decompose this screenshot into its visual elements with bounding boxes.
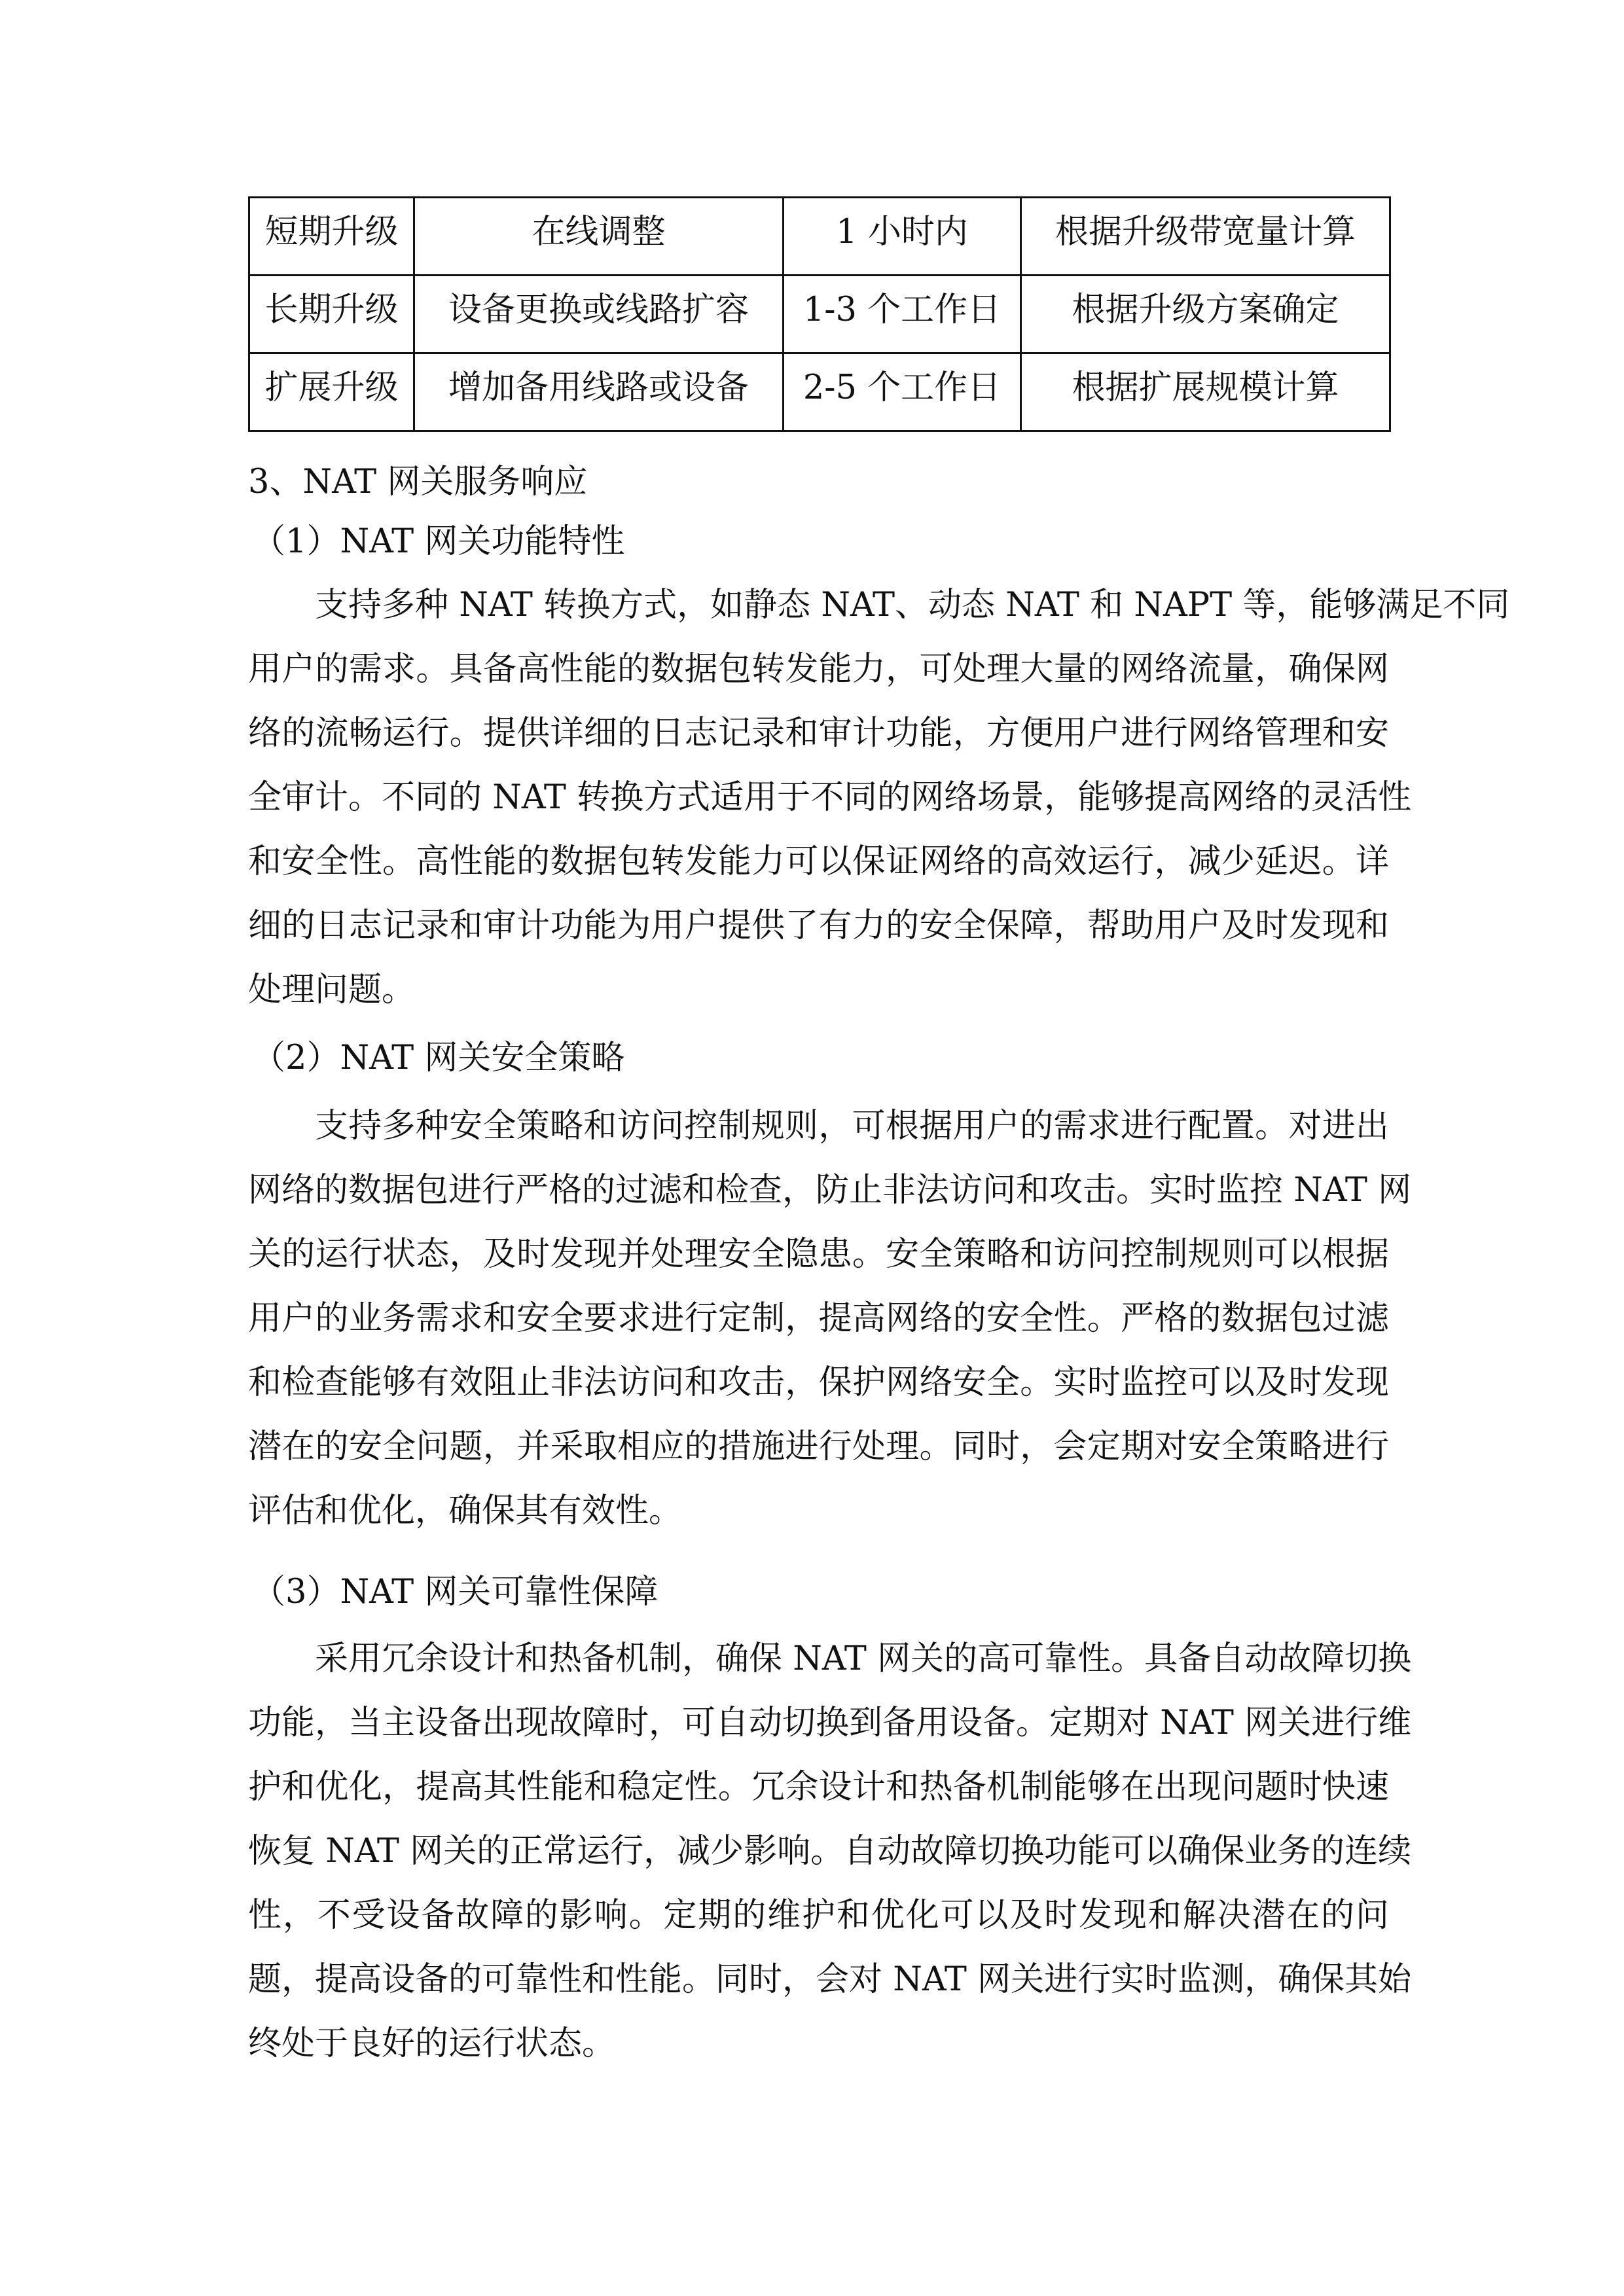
table-cell: 增加备用线路或设备 bbox=[414, 353, 784, 431]
table-cell: 根据扩展规模计算 bbox=[1021, 353, 1390, 431]
paragraph-line: 潜在的安全问题，并采取相应的措施进行处理。同时，会定期对安全策略进行 bbox=[248, 1427, 1389, 1466]
table-row bbox=[249, 276, 1390, 353]
table-cell: 长期升级 bbox=[249, 276, 414, 353]
paragraph-line: 络的流畅运行。提供详细的日志记录和审计功能，方便用户进行网络管理和安 bbox=[248, 714, 1389, 753]
paragraph-line: 全审计。不同的 NAT 转换方式适用于不同的网络场景，能够提高网络的灵活性 bbox=[248, 778, 1412, 817]
paragraph-line: 评估和优化，确保其有效性。 bbox=[248, 1492, 683, 1530]
paragraph-line: 细的日志记录和审计功能为用户提供了有力的安全保障，帮助用户及时发现和 bbox=[248, 906, 1389, 945]
paragraph-line: 用户的需求。具备高性能的数据包转发能力，可处理大量的网络流量，确保网 bbox=[248, 650, 1389, 689]
table-cell: 根据升级带宽量计算 bbox=[1021, 198, 1390, 276]
upgrade-table bbox=[248, 196, 1391, 432]
table-row bbox=[249, 353, 1390, 431]
paragraph-line: 和安全性。高性能的数据包转发能力可以保证网络的高效运行，减少延迟。详 bbox=[248, 842, 1389, 881]
table-cell: 在线调整 bbox=[414, 198, 784, 276]
section-title: 3、NAT 网关服务响应 bbox=[248, 463, 588, 501]
paragraph-line: 护和优化，提高其性能和稳定性。冗余设计和热备机制能够在出现问题时快速 bbox=[248, 1768, 1389, 1806]
table-row bbox=[249, 198, 1390, 276]
paragraph-line: 采用冗余设计和热备机制，确保 NAT 网关的高可靠性。具备自动故障切换 bbox=[315, 1640, 1412, 1678]
table-cell: 根据升级方案确定 bbox=[1021, 276, 1390, 353]
paragraph-line: 和检查能够有效阻止非法访问和攻击，保护网络安全。实时监控可以及时发现 bbox=[248, 1363, 1389, 1402]
table-cell: 2-5 个工作日 bbox=[784, 353, 1021, 431]
subsection-heading: （1）NAT 网关功能特性 bbox=[252, 522, 625, 561]
paragraph-line: 网络的数据包进行严格的过滤和检查，防止非法访问和攻击。实时监控 NAT 网 bbox=[248, 1171, 1412, 1210]
table-cell: 扩展升级 bbox=[249, 353, 414, 431]
paragraph-reliability bbox=[248, 1627, 1412, 2076]
paragraph-line: 支持多种安全策略和访问控制规则，可根据用户的需求进行配置。对进出 bbox=[315, 1107, 1389, 1145]
table-cell: 1 小时内 bbox=[784, 198, 1021, 276]
paragraph-line: 关的运行状态，及时发现并处理安全隐患。安全策略和访问控制规则可以根据 bbox=[248, 1235, 1389, 1274]
paragraph-security-policy bbox=[248, 1094, 1412, 1543]
paragraph-line: 性，不受设备故障的影响。定期的维护和优化可以及时发现和解决潜在的问 bbox=[248, 1896, 1389, 1935]
table-cell: 1-3 个工作日 bbox=[784, 276, 1021, 353]
subsection-heading: （3）NAT 网关可靠性保障 bbox=[252, 1573, 659, 1611]
table-cell: 设备更换或线路扩容 bbox=[414, 276, 784, 353]
table-cell: 短期升级 bbox=[249, 198, 414, 276]
paragraph-line: 用户的业务需求和安全要求进行定制，提高网络的安全性。严格的数据包过滤 bbox=[248, 1299, 1389, 1338]
paragraph-line: 终处于良好的运行状态。 bbox=[248, 2024, 616, 2063]
paragraph-line: 支持多种 NAT 转换方式，如静态 NAT、动态 NAT 和 NAPT 等，能够满足不同 bbox=[315, 586, 1510, 624]
paragraph-line: 恢复 NAT 网关的正常运行，减少影响。自动故障切换功能可以确保业务的连续 bbox=[248, 1832, 1412, 1871]
paragraph-line: 题，提高设备的可靠性和性能。同时，会对 NAT 网关进行实时监测，确保其始 bbox=[248, 1960, 1412, 1999]
paragraph-function-features bbox=[248, 573, 1510, 1022]
paragraph-line: 功能，当主设备出现故障时，可自动切换到备用设备。定期对 NAT 网关进行维 bbox=[248, 1704, 1412, 1742]
subsection-heading: （2）NAT 网关安全策略 bbox=[252, 1039, 625, 1077]
paragraph-line: 处理问题。 bbox=[248, 971, 416, 1009]
